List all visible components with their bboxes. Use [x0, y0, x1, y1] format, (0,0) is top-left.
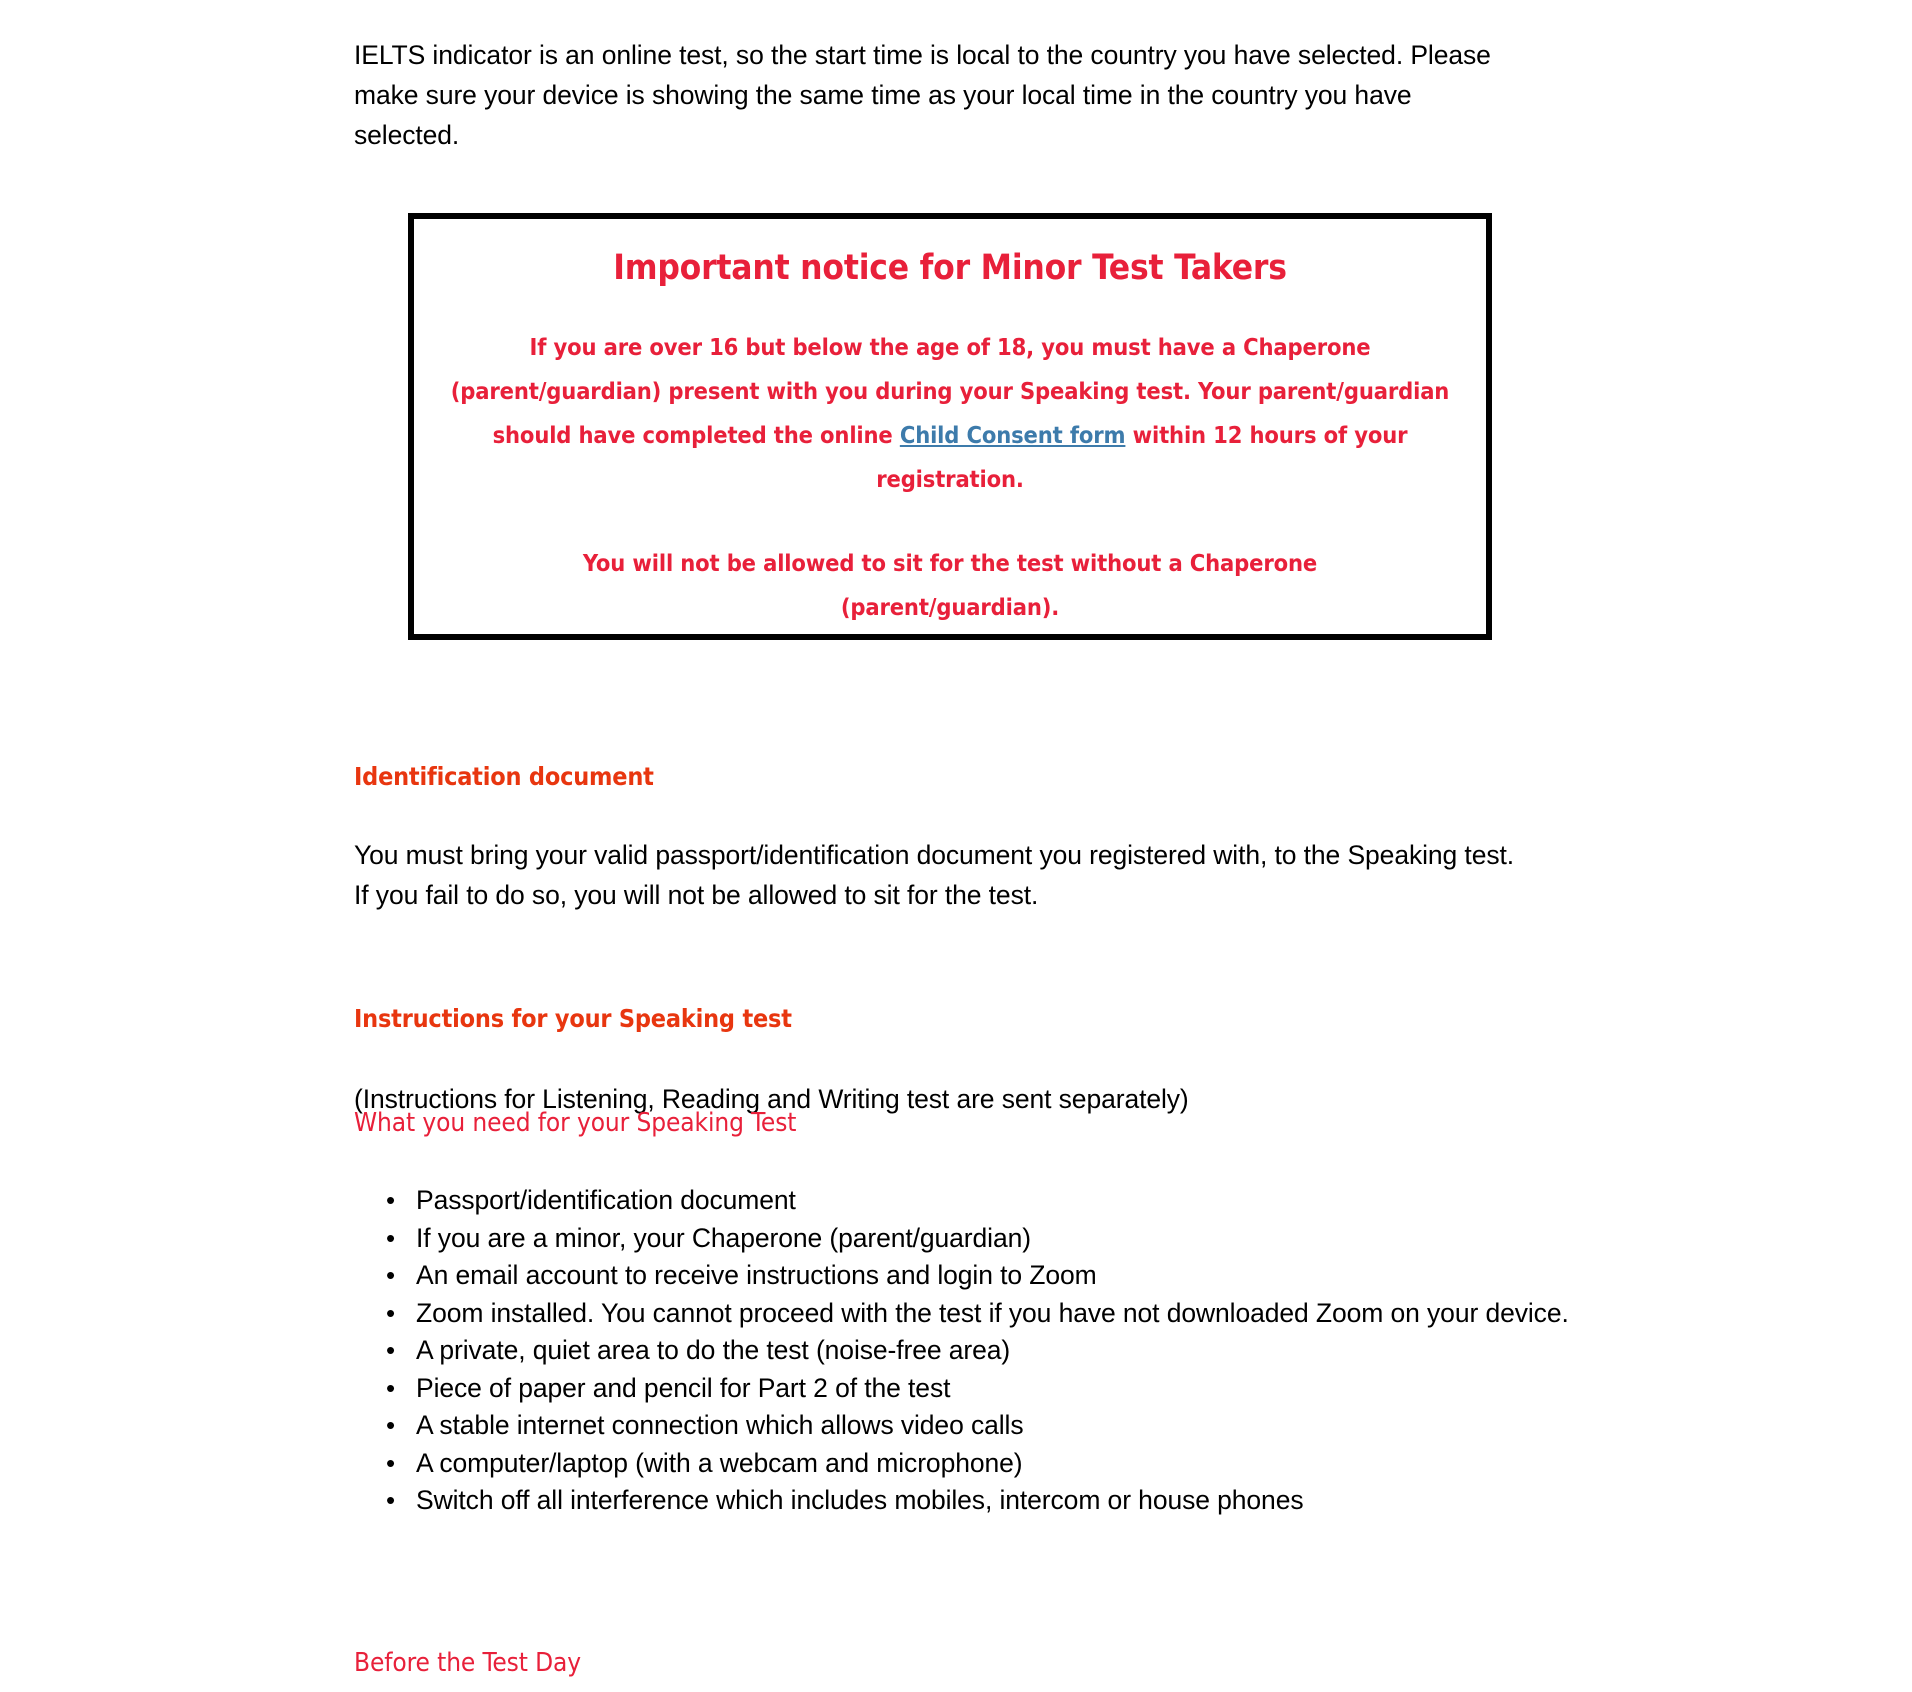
list-item-label: Piece of paper and pencil for Part 2 of the test	[416, 1372, 951, 1403]
list-item-label: An email account to receive instructions and login to Zoom	[416, 1260, 1097, 1290]
list-item	[386, 1482, 1576, 1519]
before-the-test-day-heading: Before the Test Day	[354, 1648, 581, 1678]
list-item-label: A stable internet connection which allows video calls	[416, 1410, 1024, 1440]
bullet-icon: •	[386, 1410, 396, 1440]
list-item	[386, 1295, 1576, 1332]
minor-test-takers-notice-box	[408, 213, 1492, 640]
bullet-icon: •	[386, 1185, 396, 1215]
list-item	[386, 1332, 1576, 1369]
identification-document-heading: Identification document	[354, 762, 654, 791]
list-item-label: Zoom installed. You cannot proceed with the test if you have not downloaded Zoom on your device.	[416, 1297, 1569, 1328]
notice-paragraph-1	[436, 325, 1464, 501]
list-item	[386, 1407, 1576, 1444]
bullet-icon: •	[386, 1372, 396, 1403]
list-item-label: Switch off all interference which includes mobiles, intercom or house phones	[416, 1485, 1304, 1515]
intro-paragraph: IELTS indicator is an online test, so the start time is local to the country you have selected. Please make sure your device is showing the same time as your local time in the country you have selected.	[354, 39, 1491, 150]
notice-paragraph-2: You will not be allowed to sit for the test without a Chaperone (parent/guardian).	[582, 549, 1318, 621]
bullet-icon: •	[386, 1297, 396, 1328]
list-item	[386, 1445, 1576, 1482]
child-consent-form-link[interactable]: Child Consent form	[899, 421, 1126, 449]
list-item	[386, 1257, 1576, 1294]
notice-content	[414, 219, 1486, 629]
bullet-icon: •	[386, 1335, 396, 1365]
bullet-icon: •	[386, 1222, 396, 1253]
list-item	[386, 1370, 1576, 1407]
what-you-need-subheading: What you need for your Speaking Test	[354, 1108, 797, 1138]
speaking-test-instructions-heading: Instructions for your Speaking test	[354, 1004, 792, 1033]
instructions-note: (Instructions for Listening, Reading and Writing test are sent separately)	[354, 1083, 1189, 1114]
list-item-label: If you are a minor, your Chaperone (parent/guardian)	[416, 1222, 1031, 1253]
list-item	[386, 1220, 1576, 1257]
list-item-label: Passport/identification document	[416, 1185, 796, 1215]
bullet-icon: •	[386, 1447, 396, 1478]
notice-text-after-link: within 12 hours of your registration.	[876, 421, 1408, 493]
list-item	[386, 1182, 1576, 1219]
notice-title: Important notice for Minor Test Takers	[613, 248, 1287, 288]
notice-text-before-link: If you are over 16 but below the age of 18, you must have a Chaperone (parent/guardian) present with you during your Speaking test. Your parent/guardian should have completed the online	[450, 333, 1450, 449]
identification-document-paragraph: You must bring your valid passport/identification document you registered with, to the Speaking test. If you fail to do so, you will not be allowed to sit for the test.	[354, 839, 1515, 910]
bullet-icon: •	[386, 1485, 396, 1515]
list-item-label: A computer/laptop (with a webcam and microphone)	[416, 1447, 1023, 1478]
list-item-label: A private, quiet area to do the test (noise-free area)	[416, 1335, 1011, 1365]
requirements-list	[354, 1182, 1576, 1520]
bullet-icon: •	[386, 1260, 396, 1290]
